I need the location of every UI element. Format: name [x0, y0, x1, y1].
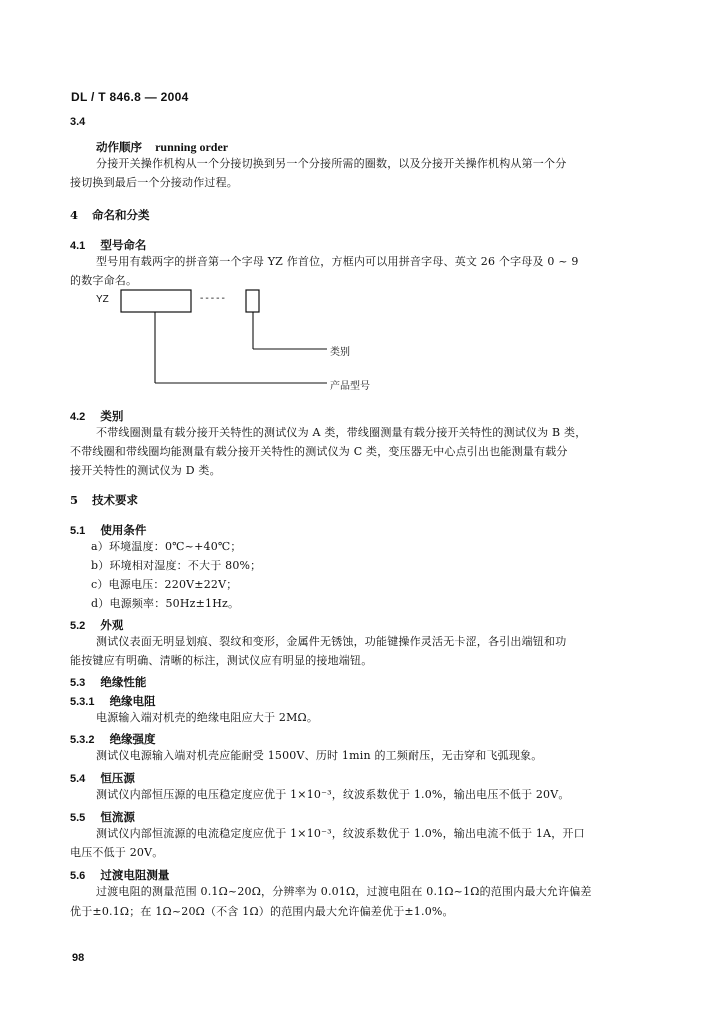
section-3-4-title-cn: 动作顺序 — [96, 140, 142, 154]
section-3-4-line-2: 接切换到最后一个分接动作过程。 — [70, 176, 238, 189]
section-5-2-number: 5.2 — [70, 620, 86, 632]
section-4-2-number: 4.2 — [70, 411, 86, 423]
standard-header: DL / T 846.8 — 2004 — [71, 90, 189, 104]
section-4-2-line-2: 不带线圈和带线圈均能测量有载分接开关特性的测试仪为 C 类，变压器无中心点引出也能测量有载分 — [70, 445, 568, 458]
model-prefix: YZ — [96, 294, 109, 305]
section-5-3-1-line-1: 电源输入端对机壳的绝缘电阻应大于 2MΩ。 — [96, 711, 319, 724]
section-5-3-2-heading — [70, 728, 156, 747]
condition-item-c: c）电源电压：220V±22V； — [91, 578, 238, 591]
section-5-3-2-number: 5.3.2 — [70, 734, 95, 746]
section-5-4-number: 5.4 — [70, 773, 86, 785]
condition-item-a: a）环境温度：0℃~+40℃； — [91, 540, 242, 553]
section-4-1-line-2: 的数字命名。 — [70, 274, 138, 287]
condition-item-d: d）电源频率：50Hz±1Hz。 — [91, 597, 240, 610]
section-5-1-heading — [70, 519, 146, 538]
label-category: 类别 — [330, 347, 350, 358]
section-5-6-heading — [70, 864, 169, 883]
section-5-1-number: 5.1 — [70, 525, 86, 537]
section-4-1-title: 型号命名 — [100, 238, 147, 252]
section-5-2-line-2: 能按键应有明确、清晰的标注，测试仪应有明显的接地端钮。 — [70, 654, 373, 667]
model-box — [121, 290, 191, 312]
section-5-5-line-1: 测试仪内部恒流源的电流稳定度应优于 1×10⁻³，纹波系数优于 1.0%，输出电流不低于 1A，开口 — [96, 827, 585, 840]
section-3-4-line-1: 分接开关操作机构从一个分接切换到另一个分接所需的圈数，以及分接开关操作机构从第一个分 — [96, 157, 567, 170]
section-5-6-title: 过渡电阻测量 — [100, 868, 170, 882]
section-5-3-2-title: 绝缘强度 — [109, 732, 156, 746]
section-4-1-line-1: 型号用有载两字的拼音第一个字母 YZ 作首位，方框内可以用拼音字母、英文 26 个字母及 0 ~ 9 — [96, 255, 579, 268]
section-5-6-line-1: 过渡电阻的测量范围 0.1Ω~20Ω，分辨率为 0.01Ω，过渡电阻在 0.1Ω~1Ω的范围内最大允许偏差 — [96, 885, 592, 898]
section-5-3-1-heading — [70, 690, 156, 709]
section-5-5-heading — [70, 806, 135, 825]
section-5-5-title: 恒流源 — [100, 810, 135, 824]
section-5-5-number: 5.5 — [70, 812, 86, 824]
section-5-3-title: 绝缘性能 — [100, 675, 147, 689]
section-5-3-1-title: 绝缘电阻 — [109, 694, 156, 708]
section-5-6-number: 5.6 — [70, 870, 86, 882]
section-5-3-2-line-1: 测试仪电源输入端对机壳应能耐受 1500V、历时 1min 的工频耐压，无击穿和飞弧现象。 — [96, 749, 543, 762]
section-4-2-line-1: 不带线圈测量有载分接开关特性的测试仪为 A 类，带线圈测量有载分接开关特性的测试仪为 B 类， — [96, 426, 587, 439]
section-5-6-line-2: 优于±0.1Ω；在 1Ω~20Ω（不含 1Ω）的范围内最大允许偏差优于±1.0%。 — [70, 905, 454, 918]
section-5-title: 技术要求 — [92, 493, 139, 507]
condition-item-b: b）环境相对湿度：不大于 80%； — [91, 559, 262, 572]
section-5-2-heading — [70, 614, 123, 633]
section-5-2-title: 外观 — [100, 618, 124, 632]
section-4-2-title: 类别 — [100, 409, 124, 423]
section-4-2-heading — [70, 405, 123, 424]
section-5-4-line-1: 测试仪内部恒压源的电压稳定度应优于 1×10⁻³，纹波系数优于 1.0%，输出电压不低于 20V。 — [96, 788, 570, 801]
section-5-2-line-1: 测试仪表面无明显划痕、裂纹和变形，金属件无锈蚀，功能键操作灵活无卡涩，各引出端钮和功 — [96, 635, 567, 648]
section-5-3-number: 5.3 — [70, 677, 86, 689]
label-product-model: 产品型号 — [330, 381, 370, 392]
section-5-number: 5 — [70, 493, 79, 507]
section-4-number: 4 — [70, 208, 79, 222]
section-4-1-number: 4.1 — [70, 240, 86, 252]
section-5-1-title: 使用条件 — [100, 523, 147, 537]
model-dashes: ----- — [200, 293, 227, 304]
section-4-title: 命名和分类 — [92, 208, 150, 222]
section-3-4-title-en: running order — [155, 140, 229, 154]
section-5-3-heading — [70, 671, 146, 690]
category-box — [246, 290, 259, 312]
page-number: 98 — [72, 952, 85, 964]
section-3-4-number: 3.4 — [70, 116, 86, 128]
section-4-2-line-3: 接开关特性的测试仪为 D 类。 — [70, 464, 221, 477]
section-5-4-title: 恒压源 — [100, 771, 135, 785]
section-5-4-heading — [70, 767, 135, 786]
section-5-heading — [70, 492, 138, 508]
section-5-5-line-2: 电压不低于 20V。 — [70, 846, 164, 859]
section-5-3-1-number: 5.3.1 — [70, 696, 95, 708]
